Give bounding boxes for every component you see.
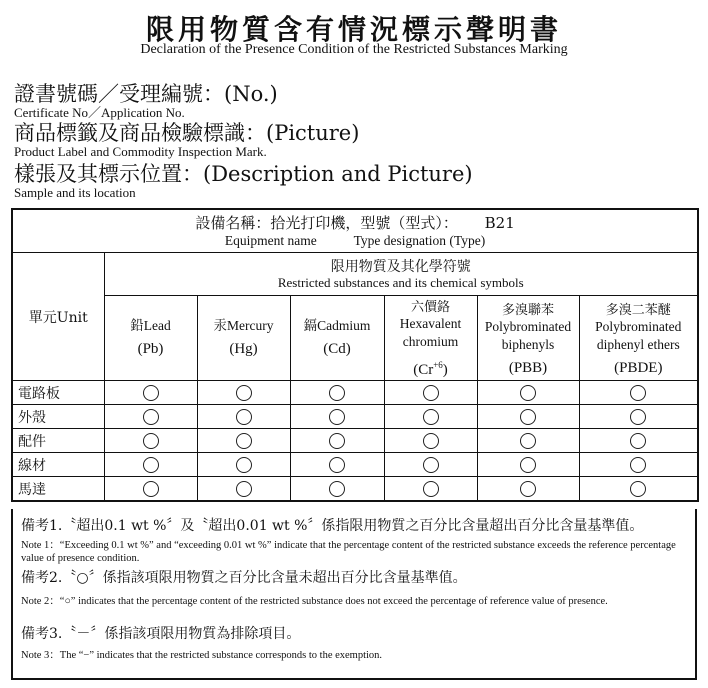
equipment-cell (12, 209, 698, 253)
presence-circle-mark (329, 433, 345, 449)
certificate-number-label-zh: 證書號碼／受理編號：(No.) (14, 82, 278, 106)
presence-circle-mark (236, 433, 252, 449)
substance-header-pbb (477, 296, 579, 381)
presence-cell (290, 429, 384, 453)
presence-cell (197, 429, 290, 453)
substance-header-lead (104, 296, 197, 381)
table-row (12, 477, 698, 502)
substance-symbol: (Hg) (229, 341, 258, 357)
presence-circle-mark (423, 385, 439, 401)
presence-circle-mark (329, 409, 345, 425)
presence-cell (477, 429, 579, 453)
note-2-en: Note 2：“○” indicates that the percentage content of the restricted substance does not exceed the percentage of reference value of presence. (21, 596, 608, 607)
certificate-number-field (14, 82, 278, 120)
presence-cell (290, 453, 384, 477)
presence-circle-mark (329, 385, 345, 401)
restricted-substances-table (11, 208, 699, 502)
table-row (12, 405, 698, 429)
presence-circle-mark (630, 457, 646, 473)
product-label-field (14, 121, 359, 159)
presence-circle-mark (630, 433, 646, 449)
presence-cell (477, 405, 579, 429)
table-row (12, 429, 698, 453)
presence-cell (104, 477, 197, 502)
presence-cell (477, 477, 579, 502)
presence-cell (477, 453, 579, 477)
product-label-label-en: Product Label and Commodity Inspection Mark. (14, 144, 267, 159)
presence-circle-mark (630, 481, 646, 497)
presence-cell (104, 381, 197, 405)
presence-cell (104, 453, 197, 477)
substance-group-label-en: Restricted substances and its chemical symbols (277, 274, 524, 290)
presence-circle-mark (236, 457, 252, 473)
substance-name-zh: 多溴二苯醚 (605, 302, 671, 318)
presence-circle-mark (329, 457, 345, 473)
note-1-zh: 備考1.〝超出0.1 wt %〞及〝超出0.01 wt %〞係指限用物質之百分比含量超出百分比含量基準值。 (21, 518, 644, 534)
presence-circle-mark (143, 433, 159, 449)
substance-symbol: (Cd) (323, 341, 351, 357)
part-name-cell: 線材 (12, 453, 104, 477)
substance-symbol: (Pb) (137, 341, 164, 357)
presence-cell (477, 381, 579, 405)
presence-cell (384, 477, 477, 502)
presence-cell (579, 453, 698, 477)
substance-name: Polybrominated biphenyls (484, 318, 572, 352)
presence-circle-mark (236, 409, 252, 425)
substance-symbol: (PBDE) (614, 359, 663, 376)
presence-circle-mark (520, 409, 536, 425)
type-designation-label-en: Type designation (Type) (353, 233, 486, 248)
substance-group-label-zh: 限用物質及其化學符號 (330, 258, 471, 275)
presence-circle-mark (143, 481, 159, 497)
table-body (12, 381, 698, 502)
note-1-en: Note 1：“Exceeding 0.1 wt %” and “exceeding 0.01 wt %” indicate that the percentage content of the restricted substance exceeds the reference percentage value of presence condition. (21, 540, 676, 564)
sample-location-label-zh: 樣張及其標示位置：(Description and Picture) (14, 162, 473, 186)
part-name-cell: 電路板 (12, 381, 104, 405)
presence-cell (290, 381, 384, 405)
part-name-cell: 馬達 (12, 477, 104, 502)
presence-circle-mark (520, 433, 536, 449)
note-3-zh: 備考3.〝－〞係指該項限用物質為排除項目。 (21, 626, 301, 642)
presence-cell (579, 405, 698, 429)
presence-circle-mark (630, 385, 646, 401)
note-2-zh: 備考2.〝○〞係指該項限用物質之百分比含量未超出百分比含量基準值。 (21, 570, 467, 586)
substance-name: 汞Mercury (213, 318, 274, 333)
presence-cell (384, 381, 477, 405)
presence-circle-mark (520, 481, 536, 497)
substance-header-row (12, 296, 698, 381)
presence-circle-mark (520, 457, 536, 473)
presence-circle-mark (423, 457, 439, 473)
substance-name-zh: 多溴聯苯 (501, 302, 554, 318)
part-name-cell: 配件 (12, 429, 104, 453)
presence-cell (290, 477, 384, 502)
presence-cell (197, 453, 290, 477)
substance-group-header (104, 253, 698, 296)
presence-cell (197, 477, 290, 502)
part-name-cell: 外殼 (12, 405, 104, 429)
presence-circle-mark (520, 385, 536, 401)
substance-name: 鉛Lead (130, 318, 171, 333)
substance-symbol: (PBB) (508, 359, 548, 376)
equipment-name-label-en: Equipment name (224, 233, 317, 248)
substance-header-pbde (579, 296, 698, 381)
document-subtitle: Declaration of the Presence Condition of the Restricted Substances Marking (140, 42, 568, 57)
substance-header-cadmium (290, 296, 384, 381)
unit-header: 單元Unit (12, 253, 104, 381)
product-label-label-zh: 商品標籤及商品檢驗標識：(Picture) (14, 121, 360, 145)
presence-circle-mark (423, 433, 439, 449)
presence-cell (290, 405, 384, 429)
notes-section (11, 509, 697, 680)
presence-circle-mark (423, 409, 439, 425)
presence-circle-mark (143, 409, 159, 425)
presence-circle-mark (236, 481, 252, 497)
substance-name: 鎘Cadmium (303, 318, 371, 333)
presence-cell (384, 429, 477, 453)
table-row (12, 453, 698, 477)
equipment-label-zh: 設備名稱：拾光打印機，型號（型式）： (195, 214, 458, 232)
substance-symbol: $(Cr^{+6})$ (413, 360, 448, 378)
presence-cell (197, 405, 290, 429)
substance-group-row (12, 253, 698, 296)
presence-cell (384, 453, 477, 477)
substance-header-mercury (197, 296, 290, 381)
presence-cell (579, 381, 698, 405)
presence-circle-mark (630, 409, 646, 425)
equipment-model: B21 (484, 214, 515, 232)
note-3-en: Note 3：The “−” indicates that the restricted substance corresponds to the exemption. (21, 650, 383, 661)
substance-name: Polybrominated diphenyl ethers (595, 318, 682, 352)
presence-circle-mark (236, 385, 252, 401)
presence-cell (384, 405, 477, 429)
sample-location-field (14, 162, 473, 200)
substance-header-hexavalent-chromium (384, 296, 477, 381)
sample-location-label-en: Sample and its location (14, 185, 136, 200)
table-row (12, 381, 698, 405)
presence-cell (104, 405, 197, 429)
presence-cell (104, 429, 197, 453)
presence-circle-mark (329, 481, 345, 497)
presence-cell (579, 477, 698, 502)
equipment-row (12, 209, 698, 253)
substance-name: Hexavalent chromium (399, 316, 462, 349)
presence-circle-mark (423, 481, 439, 497)
presence-circle-mark (143, 457, 159, 473)
substance-name-zh: 六價鉻 (410, 300, 450, 315)
presence-cell (579, 429, 698, 453)
presence-cell (197, 381, 290, 405)
presence-circle-mark (143, 385, 159, 401)
certificate-number-label-en: Certificate No／Application No. (14, 105, 185, 120)
document-title: 限用物質含有情況標示聲明書 (145, 13, 562, 46)
